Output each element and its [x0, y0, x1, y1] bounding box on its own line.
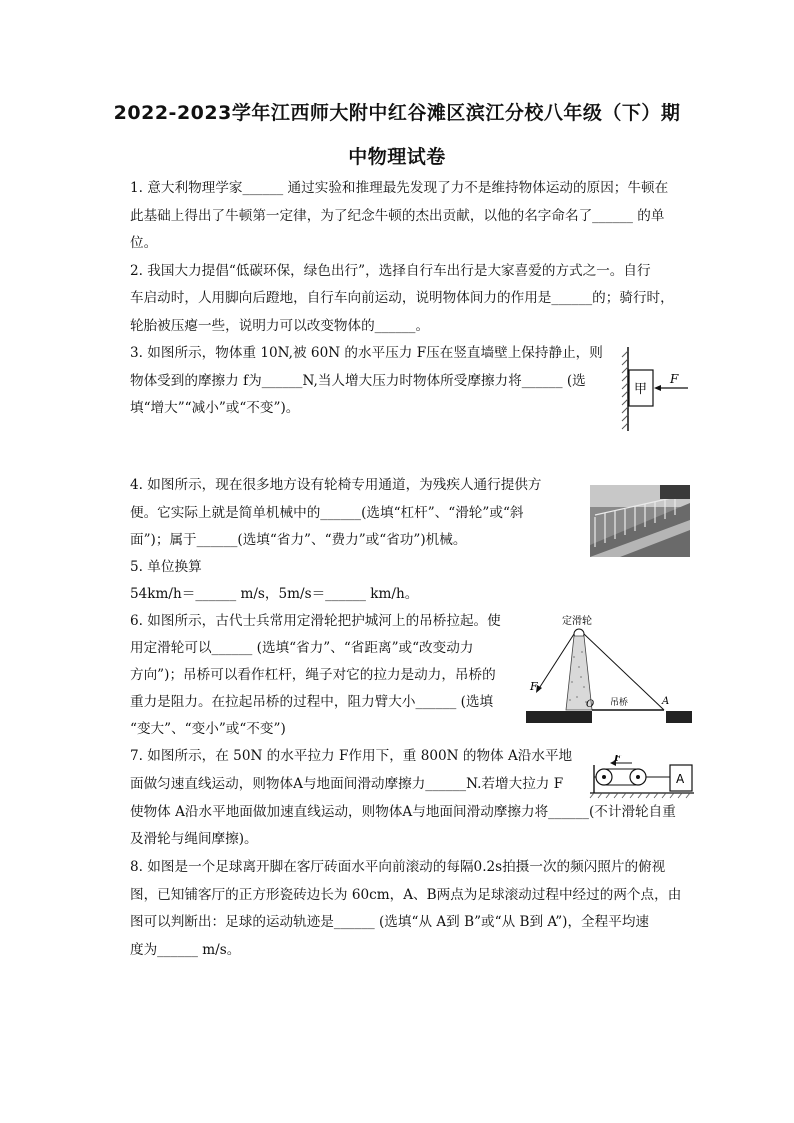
q1-line-1: 1. 意大利物理学家______ 通过实验和推理最先发现了力不是维持物体运动的原因；牛顿在	[130, 180, 669, 196]
q6-drawbridge-figure	[524, 612, 694, 727]
q3-force-label: F	[670, 372, 679, 386]
q4-ramp-photo	[590, 485, 690, 557]
q3-block-label: 甲	[634, 382, 648, 397]
q3-line-3: 填“增大”“减小”或“不变”)。	[130, 400, 300, 416]
q1-line-2: 此基础上得出了牛顿第一定律，为了纪念牛顿的杰出贡献，以他的名字命名了______ 的单	[130, 208, 665, 224]
q7-block-label: A	[676, 772, 685, 786]
q7-force-label: F	[614, 755, 622, 764]
q5-line-1: 5. 单位换算	[130, 559, 202, 575]
title-line-2: 中物理试卷	[348, 146, 446, 168]
q7-line-1: 7. 如图所示，在 50N 的水平拉力 F作用下，重 800N 的物体 A沿水平地	[130, 748, 573, 764]
q4-line-2: 便。它实际上就是简单机械中的______(选填“杠杆”、“滑轮”或“斜	[130, 505, 524, 521]
q6-line-5: “变大”、“变小”或“不变”)	[130, 721, 286, 737]
q6-line-2: 用定滑轮可以______ (选填“省力”、“省距离”或“改变动力	[130, 640, 474, 656]
title-line-1: 2022-2023学年江西师大附中红谷滩区滨江分校八年级（下）期	[113, 102, 681, 124]
q7-line-2: 面做匀速直线运动，则物体A与地面间滑动摩擦力______N.若增大拉力 F	[130, 776, 564, 792]
q6-line-3: 方向”)；吊桥可以看作杠杆，绳子对它的拉力是动力，吊桥的	[130, 667, 496, 683]
q4-line-1: 4. 如图所示，现在很多地方设有轮椅专用通道，为残疾人通行提供方	[130, 477, 542, 493]
q2-line-1: 2. 我国大力提倡“低碳环保，绿色出行”，选择自行车出行是大家喜爱的方式之一。自行	[130, 263, 651, 279]
q6-o-label: O	[586, 699, 595, 710]
q6-force-label: F	[530, 680, 538, 693]
q2-line-2: 车启动时，人用脚向后蹬地，自行车向前运动，说明物体间力的作用是______的；骑行时，	[130, 290, 674, 306]
q1-line-3: 位。	[130, 235, 158, 251]
q6-a-label: A	[662, 696, 670, 707]
q2-line-3: 轮胎被压瘪一些，说明力可以改变物体的______。	[130, 318, 430, 334]
q8-line-1: 8. 如图是一个足球离开脚在客厅砖面水平向前滚动的每隔0.2s拍摄一次的频闪照片的俯视	[130, 859, 666, 875]
q3-line-1: 3. 如图所示，物体重 10N,被 60N 的水平压力 F压在竖直墙壁上保持静止，则	[130, 345, 603, 361]
q3-line-2: 物体受到的摩擦力 f为______N,当人增大压力时物体所受摩擦力将______ (选	[130, 373, 586, 389]
q8-line-4: 度为______ m/s。	[130, 942, 241, 958]
q7-line-4: 及滑轮与绳间摩擦)。	[130, 831, 258, 847]
q6-line-1: 6. 如图所示，古代士兵常用定滑轮把护城河上的吊桥拉起。使	[130, 613, 501, 629]
q5-line-2: 54km/h＝______ m/s，5m/s＝______ km/h。	[130, 586, 419, 602]
q7-pulley-figure	[588, 755, 696, 799]
q8-line-2: 图，已知铺客厅的正方形瓷砖边长为 60cm，A、B两点为足球滚动过程中经过的两个点，由	[130, 887, 682, 903]
q6-bridge-label: 吊桥	[610, 698, 629, 708]
q7-line-3: 使物体 A沿水平地面做加速直线运动，则物体A与地面间滑动摩擦力将______(不计滑轮自重	[130, 804, 676, 820]
q8-line-3: 图可以判断出：足球的运动轨迹是______ (选填“从 A到 B”或“从 B到 A”)，全程平均速	[130, 914, 650, 930]
q3-wall-figure	[618, 345, 693, 433]
q4-line-3: 面”)；属于______(选填“省力”、“费力”或“省功”)机械。	[130, 532, 467, 548]
q6-pulley-label: 定滑轮	[562, 616, 592, 627]
q6-line-4: 重力是阻力。在拉起吊桥的过程中，阻力臂大小______ (选填	[130, 694, 494, 710]
